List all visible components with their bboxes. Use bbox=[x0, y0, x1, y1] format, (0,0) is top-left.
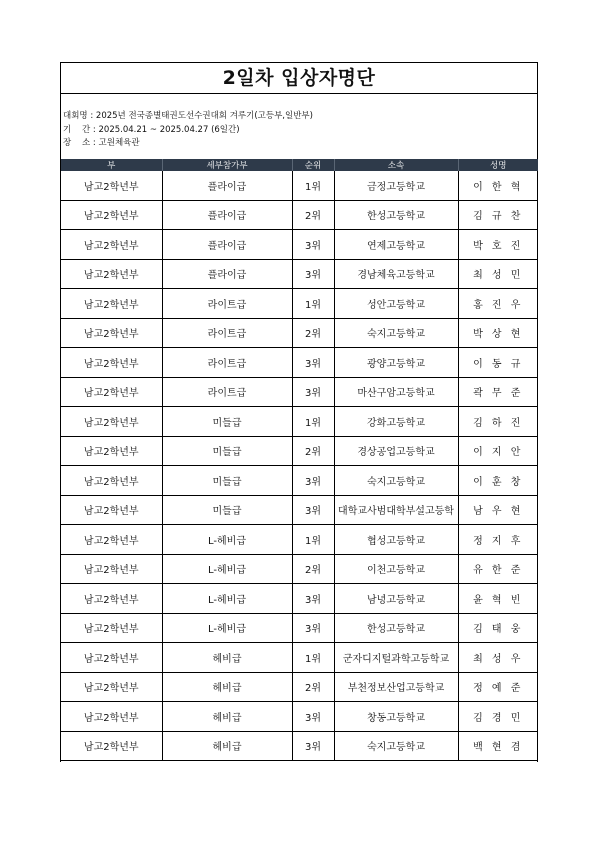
affiliation-cell: 금정고등학교 bbox=[334, 171, 458, 200]
weight-class-cell: 플라이급 bbox=[162, 171, 292, 200]
weight-class-cell: 플라이급 bbox=[162, 200, 292, 230]
division-cell: 남고2학년부 bbox=[61, 584, 162, 614]
division-cell: 남고2학년부 bbox=[61, 171, 162, 200]
header-weight-class: 세부참가부 bbox=[162, 159, 292, 171]
table-header-row bbox=[61, 159, 538, 171]
name-cell: 김 규 찬 bbox=[458, 200, 538, 230]
table-row bbox=[61, 377, 538, 407]
rank-cell: 2위 bbox=[292, 436, 334, 466]
weight-class-cell: 미들급 bbox=[162, 436, 292, 466]
affiliation-cell: 숙지고등학교 bbox=[334, 466, 458, 496]
affiliation-cell: 한성고등학교 bbox=[334, 613, 458, 643]
division-cell: 남고2학년부 bbox=[61, 377, 162, 407]
weight-class-cell: L-헤비급 bbox=[162, 525, 292, 555]
affiliation-cell: 경남체육고등학교 bbox=[334, 259, 458, 289]
name-cell: 박 호 진 bbox=[458, 230, 538, 260]
weight-class-cell: 플라이급 bbox=[162, 259, 292, 289]
rank-cell: 1위 bbox=[292, 171, 334, 200]
table-row bbox=[61, 495, 538, 525]
table-row bbox=[61, 702, 538, 732]
rank-cell: 2위 bbox=[292, 200, 334, 230]
weight-class-cell: 헤비급 bbox=[162, 731, 292, 761]
period-info: 기 간 : 2025.04.21 ~ 2025.04.27 (6일간) bbox=[63, 125, 240, 135]
table-row bbox=[61, 289, 538, 319]
table-row bbox=[61, 525, 538, 555]
name-cell: 유 한 준 bbox=[458, 554, 538, 584]
rank-cell: 3위 bbox=[292, 495, 334, 525]
weight-class-cell: 헤비급 bbox=[162, 643, 292, 673]
period-value: 2025.04.21 ~ 2025.04.27 (6일간) bbox=[98, 125, 240, 135]
period-label: 기 간 bbox=[63, 125, 91, 135]
event-label: 대회명 bbox=[63, 111, 88, 121]
table-row bbox=[61, 584, 538, 614]
name-cell: 윤 혁 빈 bbox=[458, 584, 538, 614]
division-cell: 남고2학년부 bbox=[61, 230, 162, 260]
name-cell: 김 태 웅 bbox=[458, 613, 538, 643]
header-rank: 순위 bbox=[292, 159, 334, 171]
weight-class-cell: 라이트급 bbox=[162, 318, 292, 348]
rank-cell: 2위 bbox=[292, 672, 334, 702]
table-row bbox=[61, 259, 538, 289]
event-info: 대회명 : 2025년 전국종별태권도선수권대회 겨루기(고등부,일반부) bbox=[63, 111, 313, 121]
name-cell: 최 성 민 bbox=[458, 259, 538, 289]
weight-class-cell: L-헤비급 bbox=[162, 554, 292, 584]
name-cell: 최 성 우 bbox=[458, 643, 538, 673]
rank-cell: 3위 bbox=[292, 377, 334, 407]
rank-cell: 3위 bbox=[292, 348, 334, 378]
header-division: 부 bbox=[61, 159, 162, 171]
header-affiliation: 소속 bbox=[334, 159, 458, 171]
affiliation-cell: 이천고등학교 bbox=[334, 554, 458, 584]
weight-class-cell: 미들급 bbox=[162, 466, 292, 496]
rank-cell: 1위 bbox=[292, 407, 334, 437]
affiliation-cell: 마산구암고등학교 bbox=[334, 377, 458, 407]
event-value: 2025년 전국종별태권도선수권대회 겨루기(고등부,일반부) bbox=[95, 111, 313, 121]
division-cell: 남고2학년부 bbox=[61, 466, 162, 496]
name-cell: 남 우 현 bbox=[458, 495, 538, 525]
name-cell: 정 예 준 bbox=[458, 672, 538, 702]
name-cell: 김 경 민 bbox=[458, 702, 538, 732]
rank-cell: 3위 bbox=[292, 230, 334, 260]
affiliation-cell: 한성고등학교 bbox=[334, 200, 458, 230]
weight-class-cell: 라이트급 bbox=[162, 377, 292, 407]
table-row bbox=[61, 731, 538, 761]
affiliation-cell: 숙지고등학교 bbox=[334, 318, 458, 348]
rank-cell: 3위 bbox=[292, 731, 334, 761]
affiliation-cell: 연제고등학교 bbox=[334, 230, 458, 260]
venue-info: 장 소 : 고원체육관 bbox=[63, 138, 140, 148]
division-cell: 남고2학년부 bbox=[61, 672, 162, 702]
division-cell: 남고2학년부 bbox=[61, 259, 162, 289]
weight-class-cell: 미들급 bbox=[162, 495, 292, 525]
affiliation-cell: 숙지고등학교 bbox=[334, 731, 458, 761]
division-cell: 남고2학년부 bbox=[61, 525, 162, 555]
name-cell: 백 현 겸 bbox=[458, 731, 538, 761]
rank-cell: 1위 bbox=[292, 525, 334, 555]
affiliation-cell: 남녕고등학교 bbox=[334, 584, 458, 614]
name-cell: 이 훈 창 bbox=[458, 466, 538, 496]
rank-cell: 3위 bbox=[292, 259, 334, 289]
table-row bbox=[61, 672, 538, 702]
weight-class-cell: 헤비급 bbox=[162, 672, 292, 702]
name-cell: 정 지 후 bbox=[458, 525, 538, 555]
table-row bbox=[61, 171, 538, 200]
rank-cell: 2위 bbox=[292, 554, 334, 584]
table-row bbox=[61, 466, 538, 496]
name-cell: 이 동 규 bbox=[458, 348, 538, 378]
table-row bbox=[61, 348, 538, 378]
header-name: 성명 bbox=[458, 159, 538, 171]
weight-class-cell: 라이트급 bbox=[162, 289, 292, 319]
affiliation-cell: 군자디지털과학고등학교 bbox=[334, 643, 458, 673]
rank-cell: 3위 bbox=[292, 702, 334, 732]
division-cell: 남고2학년부 bbox=[61, 407, 162, 437]
division-cell: 남고2학년부 bbox=[61, 348, 162, 378]
rank-cell: 1위 bbox=[292, 289, 334, 319]
division-cell: 남고2학년부 bbox=[61, 702, 162, 732]
division-cell: 남고2학년부 bbox=[61, 318, 162, 348]
name-cell: 김 하 진 bbox=[458, 407, 538, 437]
affiliation-cell: 부천정보산업고등학교 bbox=[334, 672, 458, 702]
table-row bbox=[61, 554, 538, 584]
table-row bbox=[61, 318, 538, 348]
name-cell: 박 상 현 bbox=[458, 318, 538, 348]
rank-cell: 2위 bbox=[292, 318, 334, 348]
table-row bbox=[61, 200, 538, 230]
rank-cell: 3위 bbox=[292, 584, 334, 614]
name-cell: 홍 진 우 bbox=[458, 289, 538, 319]
division-cell: 남고2학년부 bbox=[61, 643, 162, 673]
rank-cell: 3위 bbox=[292, 613, 334, 643]
weight-class-cell: 헤비급 bbox=[162, 702, 292, 732]
weight-class-cell: L-헤비급 bbox=[162, 613, 292, 643]
table-row bbox=[61, 407, 538, 437]
affiliation-cell: 강화고등학교 bbox=[334, 407, 458, 437]
weight-class-cell: 라이트급 bbox=[162, 348, 292, 378]
division-cell: 남고2학년부 bbox=[61, 495, 162, 525]
rank-cell: 3위 bbox=[292, 466, 334, 496]
division-cell: 남고2학년부 bbox=[61, 289, 162, 319]
table-row bbox=[61, 436, 538, 466]
table-row bbox=[61, 613, 538, 643]
page-title: 2일차 입상자명단 bbox=[61, 63, 537, 94]
division-cell: 남고2학년부 bbox=[61, 200, 162, 230]
affiliation-cell: 대학교사범대학부설고등학 bbox=[334, 495, 458, 525]
table-row bbox=[61, 230, 538, 260]
winners-table bbox=[61, 159, 538, 761]
division-cell: 남고2학년부 bbox=[61, 436, 162, 466]
division-cell: 남고2학년부 bbox=[61, 731, 162, 761]
name-cell: 이 한 혁 bbox=[458, 171, 538, 200]
weight-class-cell: 미들급 bbox=[162, 407, 292, 437]
division-cell: 남고2학년부 bbox=[61, 554, 162, 584]
affiliation-cell: 경상공업고등학교 bbox=[334, 436, 458, 466]
rank-cell: 1위 bbox=[292, 643, 334, 673]
weight-class-cell: L-헤비급 bbox=[162, 584, 292, 614]
table-row bbox=[61, 643, 538, 673]
weight-class-cell: 플라이급 bbox=[162, 230, 292, 260]
affiliation-cell: 창동고등학교 bbox=[334, 702, 458, 732]
affiliation-cell: 성안고등학교 bbox=[334, 289, 458, 319]
name-cell: 곽 무 준 bbox=[458, 377, 538, 407]
venue-label: 장 소 bbox=[63, 138, 91, 148]
results-sheet bbox=[60, 62, 538, 762]
affiliation-cell: 협성고등학교 bbox=[334, 525, 458, 555]
division-cell: 남고2학년부 bbox=[61, 613, 162, 643]
affiliation-cell: 광양고등학교 bbox=[334, 348, 458, 378]
venue-value: 고원체육관 bbox=[98, 138, 140, 148]
name-cell: 이 지 안 bbox=[458, 436, 538, 466]
